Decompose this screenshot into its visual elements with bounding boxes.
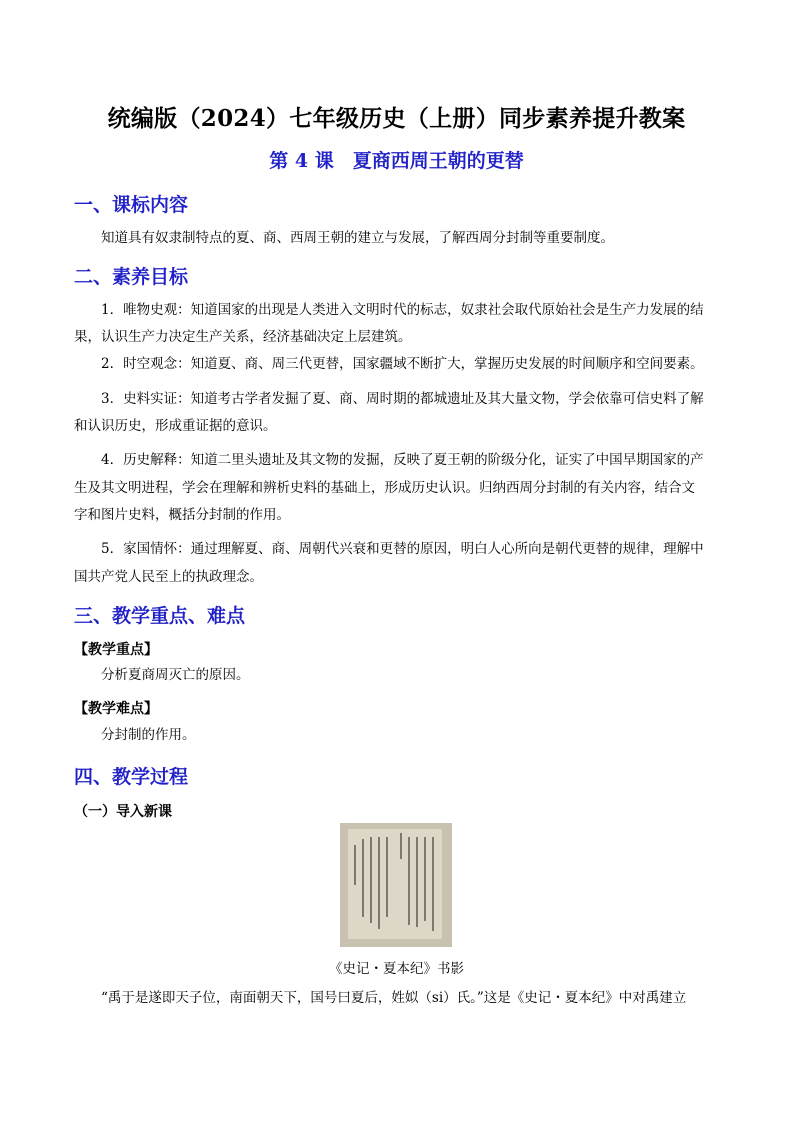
goal-1-line-2: 果，认识生产力决定生产关系，经济基础决定上层建筑。 [74,329,412,345]
figure-caption: 《史记・夏本纪》书影 [329,961,464,977]
section-heading-process: 四、教学过程 [74,766,189,788]
curriculum-paragraph: 知道具有奴隶制特点的夏、商、西周王朝的建立与发展，了解西周分封制等重要制度。 [101,230,614,246]
goal-3-line-2: 和认识历史，形成重证据的意识。 [74,418,277,434]
section-heading-curriculum: 一、课标内容 [74,194,189,216]
goal-3-line-1: 3．史料实证：知道考古学者发掘了夏、商、周时期的都城遗址及其大量文物，学会依靠可信史料了解 [101,391,704,407]
shiji-book-photo [340,823,452,947]
lesson-title: 第 4 课 夏商西周王朝的更替 [269,150,524,172]
goal-5-line-1: 5．家国情怀：通过理解夏、商、周朝代兴衰和更替的原因，明白人心所向是朝代更替的规律，理解中 [101,541,704,557]
goal-4-line-3: 字和图片史料，概括分封制的作用。 [74,507,290,523]
key-point-label: 【教学重点】 [74,642,158,658]
subsection-intro: （一）导入新课 [74,804,172,820]
document-title: 统编版（2024）七年级历史（上册）同步素养提升教案 [107,105,686,132]
goal-5-line-2: 国共产党人民至上的执政理念。 [74,569,263,585]
key-point-text: 分析夏商周灭亡的原因。 [101,667,250,683]
difficulty-label: 【教学难点】 [74,701,158,717]
goal-4-line-2: 生及其文明进程，学会在理解和辨析史料的基础上，形成历史认识。归纳西周分封制的有关内容，结合文 [74,480,695,496]
goal-4-line-1: 4．历史解释：知道二里头遗址及其文物的发掘，反映了夏王朝的阶级分化，证实了中国早期国家的产 [101,452,704,468]
intro-paragraph-line-1: “禹于是遂即天子位，南面朝天下，国号曰夏后，姓姒（si）氏。”这是《史记・夏本纪》中对禹建立 [101,990,687,1006]
difficulty-text: 分封制的作用。 [101,727,196,743]
section-heading-key-points: 三、教学重点、难点 [74,605,246,627]
goal-2-line-1: 2．时空观念：知道夏、商、周三代更替，国家疆域不断扩大，掌握历史发展的时间顺序和空间要素。 [101,356,704,372]
goal-1-line-1: 1．唯物史观：知道国家的出现是人类进入文明时代的标志，奴隶社会取代原始社会是生产力发展的结 [101,302,704,318]
section-heading-goals: 二、素养目标 [74,266,189,288]
